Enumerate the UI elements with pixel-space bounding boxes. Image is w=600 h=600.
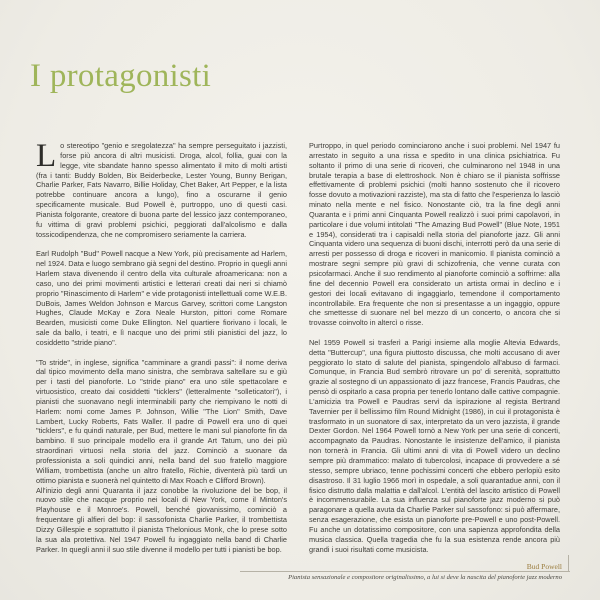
paragraph-troubles: Purtroppo, in quel periodo cominciarono anche i suoi problemi. Nel 1947 fu arrestato in seguito a una rissa e spedito in una clinica psichiatrica. Fu soltanto il primo di una serie di ricoveri, che culminarono nel 1948 in una brutale terapia a base di elettroshock. Non è chiaro se il pianista soffrisse effettivamente di problemi psichici (molti hanno sostenuto che il ricovero fosse dovuto a motivazioni razziste), ma sta di fatto che l'esperienza lo lasciò minato nella mente e nel fisico. Nonostante ciò, tra la fine degli anni Quaranta e i primi anni Cinquanta Powell realizzò i suoi primi capolavori, in particolare i due volumi intitolati "The Amazing Bud Powell" (Blue Note, 1951 e 1954), considerati tra i capisaldi nella storia del pianoforte jazz. Gli anni Cinquanta videro una sequenza di buoni dischi, interrotti però da una serie di arresti per possesso di droga e ricoveri in manicomio. Il pianista cominciò a mostrare segni sempre più gravi di schizofrenia, che venne curata con psicofarmaci. Anche il suo rendimento al pianoforte cominciò a soffrirne: alla fine del decennio Powell era considerato un artista ormai in declino e i gestori dei locali evitavano di ingaggiarlo, temendone il comportamento incontrollabile. Era frequente che non si presentasse a un ingaggio, oppure che smettesse di suonare nel bel mezzo di un concerto, o ancora che si trovasse coinvolto in altercì o risse. bbox=[309, 141, 560, 328]
right-column bbox=[309, 141, 560, 564]
paragraph-intro-text: o stereotipo "genio e sregolatezza" ha sempre perseguitato i jazzisti, forse più ancora di altri musicisti. Droga, alcol, follia, guai con la legge, vite sbandate hanno spesso alimentato il mito di molti artisti (fra i tanti: Buddy Bolden, Bix Beiderbecke, Lester Young, Bunny Berigan, Charlie Parker, Fats Navarro, Billie Holiday, Chet Baker, Art Pepper, e la lista potrebbe continuare ancora a lungo), fino a oscurarne il genio specificamente musicale. Bud Powell è, purtroppo, uno di questi casi. Pianista folgorante, creatore di buona parte del lessico jazz contemporaneo, fu vittima di gravi problemi psichici, peggiorati dall'alcolismo e dalla tossicodipendenza, che ne compromisero seriamente la carriera. bbox=[36, 141, 287, 239]
dropcap: L bbox=[36, 138, 57, 174]
caption-divider-vertical bbox=[568, 555, 569, 571]
paragraph-harlem: Earl Rudolph "Bud" Powell nacque a New York, più precisamente ad Harlem, nel 1924. Data e luogo sembrano già segni del destino. Proprio in quegli anni Harlem stava divenendo il centro della vita culturale afroamericana: non a caso, uno dei primi movimenti artistici e letterari creati dai neri si chiamò proprio "Rinascimento di Harlem" e vide protagonisti intellettuali come W.E.B. DuBois, James Weldon Johnson e Marcus Garvey, scrittori come Langston Hughes, Claude McKay e Zora Neale Hurston, pittori come Romare Bearden, musicisti come Duke Ellington. Nel quartiere fiorivano i locali, le sale da ballo, i teatri, e lì nacque uno dei primi stili pianistici del jazz, lo cosiddetto "stride piano". bbox=[36, 249, 287, 347]
caption-text: Pianista sensazionale e compositore originalissimo, a lui si deve la nascita del pianoforte jazz moderno bbox=[288, 574, 562, 581]
paragraph-bebop: All'inizio degli anni Quaranta il jazz conobbe la rivoluzione del be bop, il nuovo stile che nacque proprio nei locali di New York, come il Minton's Playhouse e il Monroe's. Powell, benché giovanissimo, cominciò a frequentare gli alfieri del bop: il sassofonista Charlie Parker, il trombettista Dizzy Gillespie e soprattutto il pianista Thelonious Monk, che lo prese sotto la sua ala protettiva. Nel 1947 Powell fu ingaggiato nella band di Charlie Parker. In quegli anni il suo stile divenne il modello per tutti i pianisti be bop. bbox=[36, 485, 287, 554]
paragraph-stride: "To stride", in inglese, significa "camminare a grandi passi": il nome deriva dal tipico movimento della mano sinistra, che sembrava saltellare su e giù per i tasti del pianoforte. Lo "stride piano" era uno stile spettacolare e virtuosistico, creato dai cosiddetti "ticklers" (letteralmente "solleticatori"), i pianisti che suonavano negli interminabili party che riempivano le notti di Harlem: nomi come James P. Johnson, Willie "The Lion" Smith, Dave Lambert, Lucky Roberts, Fats Waller. Il padre di Powell era uno di quei "ticklers", e fu quindi naturale, per Bud, mettere le mani sul pianoforte fin da bambino. Il suo principale modello era il grande Art Tatum, uno dei più straordinari virtuosi nella storia del jazz. Cominciò a suonare da professionista a soli quindici anni, nella band del suo fratello maggiore William, trombettista (anche un altro fratello, Richie, diventerà più tardi un ottimo pianista e suonerà nel quintetto di Max Roach e Clifford Brown). bbox=[36, 357, 287, 485]
paragraph-intro bbox=[36, 138, 287, 239]
page-title: I protagonisti bbox=[30, 58, 212, 94]
caption-name: Bud Powell bbox=[526, 562, 562, 571]
left-column bbox=[36, 138, 287, 554]
caption-divider bbox=[240, 571, 570, 572]
paragraph-paris: Nel 1959 Powell si trasferì a Parigi insieme alla moglie Altevia Edwards, detta "Buttercup", una figura piuttosto discussa, che molti accusano di aver peggiorato lo stato di salute del pianista, spingendolo all'abuso di farmaci. Comunque, in Francia Bud sembrò ritrovare un po' di serenità, soprattutto grazie al sostegno di un appassionato di jazz francese, Francis Paudras, che pensò di ospitarlo a casa propria per tenerlo lontano dalle cattive compagnie. L'amicizia tra Powell e Paudras servì da ispirazione al regista Bertrand Tavernier per il bellissimo film Round Midnight (1986), in cui il protagonista è trasformato in un suonatore di sax, interpretato da un vero jazzista, il grande Dexter Gordon. Nel 1964 Powell tornò a New York per una serie di concerti, accompagnato da Paudras. Nonostante le insistenze dell'amico, il pianista non tornerà in Francia. Gli ultimi anni di vita di Powell videro un declino sempre più drammatico: malato di tubercolosi, incapace di provvedere a sé stesso, sempre ubriaco, tenne pochissimi concerti che ebbero perlopiù esito disastroso. Il 31 luglio 1966 morì in ospedale, a soli quarantadue anni, con il fisico distrutto dalla malattia e dall'alcol. L'entità del lascito artistico di Powell è incommensurabile. La sua influenza sul pianoforte jazz moderno si può paragonare a quella avuta da Charlie Parker sul sassofono: si può affermare, senza esagerazione, che esista un pianoforte pre-Powell e uno post-Powell. Fu anche un dotatissimo compositore, con una sapienza approfondita della musica classica. Quella tragedia che fu la sua esistenza rende ancora più grandi i suoi risultati come musicista. bbox=[309, 337, 560, 554]
